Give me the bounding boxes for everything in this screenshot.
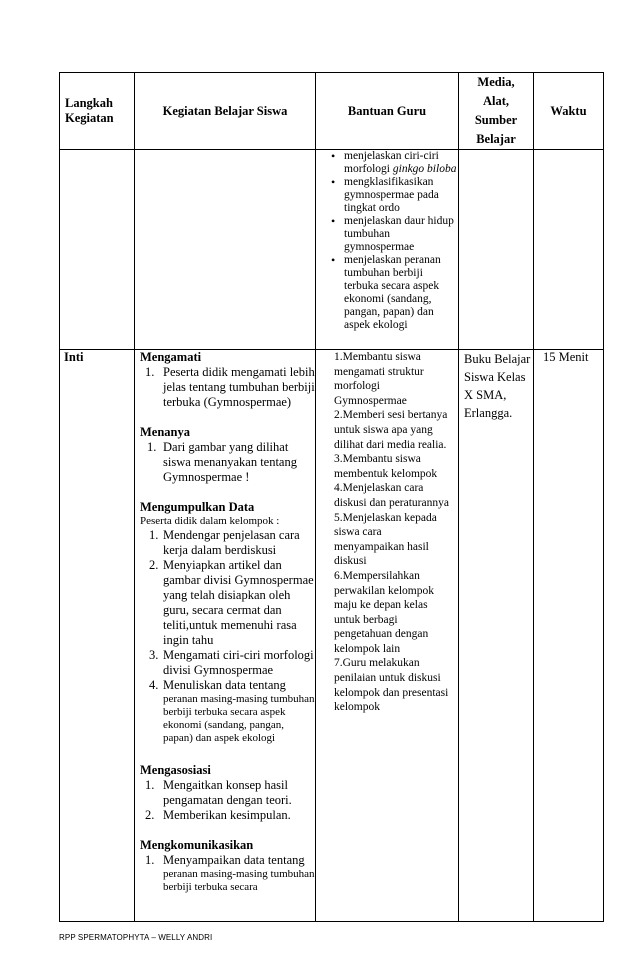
menanya-item: 1. Dari gambar yang dilihat siswa menanyakan tentang Gymnospermae ! [147, 440, 297, 484]
mengkomunikasikan-continuation: peranan masing-masing tumbuhan berbiji terbuka secara [163, 868, 315, 893]
header-langkah: Langkah Kegiatan [60, 73, 135, 150]
bantuan-guru-item: 3.Membantu siswa membentuk kelompok [334, 453, 438, 480]
bantuan-bullet-list [316, 150, 458, 332]
section-menanya-title: Menanya [140, 425, 190, 439]
cell-media-1 [459, 150, 534, 350]
row-continuation [60, 150, 604, 350]
mengumpulkan-intro: Peserta didik dalam kelompok : [140, 515, 280, 527]
mengumpulkan-item: 3. Mengamati ciri-ciri morfologi divisi Gymnospermae [149, 648, 314, 677]
cell-waktu-1 [534, 150, 604, 350]
cell-langkah-1 [60, 150, 135, 350]
cell-media-inti [459, 350, 534, 922]
mengasosiasi-item: 1. Mengaitkan konsep hasil pengamatan dengan teori. [145, 778, 292, 807]
header-media: Media, Alat, Sumber Belajar [459, 73, 534, 150]
page-footer: RPP SPERMATOPHYTA – WELLY ANDRI [59, 933, 213, 942]
mengumpulkan-item: 4. Menuliskan data tentang [149, 678, 286, 692]
bantuan-bullet-item: • menjelaskan peranan tumbuhan berbiji terbuka secara aspek ekonomi (sandang, pangan, papan) dan aspek ekologi [344, 254, 458, 332]
cell-bantuan-1 [316, 150, 459, 350]
cell-langkah-inti [60, 350, 135, 922]
cell-kegiatan-1 [135, 150, 316, 350]
header-waktu: Waktu [534, 73, 604, 150]
section-mengamati-title: Mengamati [140, 350, 202, 364]
mengumpulkan-item: 1. Mendengar penjelasan cara kerja dalam berdiskusi [149, 528, 300, 557]
cell-kegiatan-inti [135, 350, 316, 922]
mengumpulkan-item: 2. Menyiapkan artikel dan gambar divisi Gymnospermae yang telah disiapkan oleh guru, secara cermat dan teliti,untuk memenuhi rasa ingin tahu [149, 558, 314, 647]
mengkomunikasikan-item: 1. Menyampaikan data tentang [145, 853, 305, 867]
bantuan-guru-item: 7.Guru melakukan penilaian untuk diskusi kelompok dan presentasi kelompok [334, 657, 449, 714]
bantuan-guru-item: 6.Mempersilahkan perwakilan kelompok maju ke depan kelas untuk berbagi pengetahuan dengan kelompok lain [334, 569, 434, 655]
bantuan-bullet-item: • mengklasifikasikan gymnospermae pada tingkat ordo [344, 176, 458, 215]
row-inti [60, 350, 604, 922]
bantuan-guru-item: 2.Memberi sesi bertanya untuk siswa apa yang dilihat dari media realia. [334, 409, 448, 451]
langkah-inti-label: Inti [64, 350, 84, 364]
cell-bantuan-inti [316, 350, 459, 922]
bantuan-guru-item: 1.Membantu siswa mengamati struktur morfologi Gymnospermae [334, 351, 424, 407]
media-text: Buku Belajar Siswa Kelas X SMA, Erlangga. [464, 352, 531, 420]
header-bantuan: Bantuan Guru [316, 73, 459, 150]
lesson-plan-table [59, 72, 604, 922]
bantuan-bullet-item: • menjelaskan daur hidup tumbuhan gymnospermae [344, 215, 458, 254]
waktu-text: 15 Menit [543, 350, 589, 364]
section-mengumpulkan-title: Mengumpulkan Data [140, 500, 255, 514]
mengasosiasi-item: 2. Memberikan kesimpulan. [145, 808, 291, 822]
header-kegiatan: Kegiatan Belajar Siswa [135, 73, 316, 150]
mengumpulkan-item-continuation: peranan masing-masing tumbuhan berbiji terbuka secara aspek ekonomi (sandang, pangan, papan) dan aspek ekologi [163, 693, 315, 744]
bantuan-guru-item: 4.Menjelaskan cara diskusi dan peraturannya [334, 482, 449, 509]
cell-waktu-inti [534, 350, 604, 922]
section-mengasosiasi-title: Mengasosiasi [140, 763, 211, 777]
section-mengkomunikasikan-title: Mengkomunikasikan [140, 838, 254, 852]
bantuan-guru-list [319, 350, 454, 715]
mengamati-item: 1. Peserta didik mengamati lebih jelas tentang tumbuhan berbiji terbuka (Gymnospermae) [145, 365, 315, 409]
bantuan-bullet-item: • menjelaskan ciri-ciri morfologi ginkgo biloba [344, 150, 458, 176]
bantuan-guru-item: 5.Menjelaskan kepada siswa cara menyampaikan hasil diskusi [334, 511, 437, 568]
header-row [60, 73, 604, 150]
